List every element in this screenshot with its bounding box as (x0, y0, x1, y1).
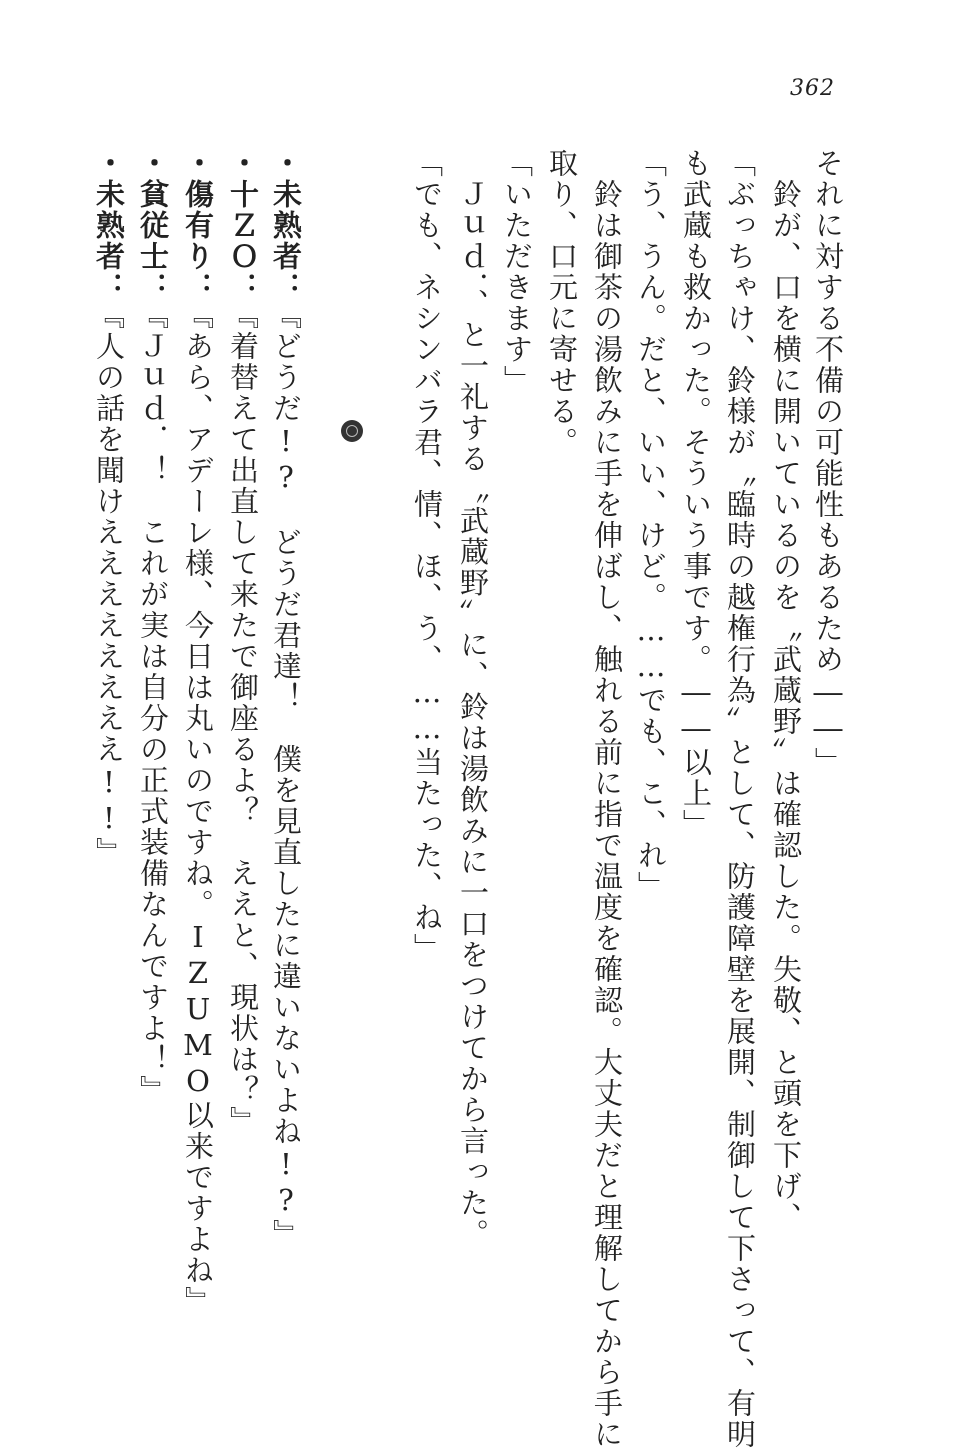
text-column: 「ぶっちゃけ、鈴様が〝臨時の越権行為〟として、防護障壁を展開、制御して下さって、有明 (723, 148, 757, 1450)
text-column: 「う、うん。だと、いい、けど。……でも、こ、れ」 (634, 148, 668, 902)
text-column: 鈴は御茶の湯飲みに手を伸ばし、触れる前に指で温度を確認。大丈夫だと理解してから手に (590, 148, 624, 1450)
text-column: 「でも、ネシンバラ君、情、ほ、う、……当たった、ね」 (410, 148, 444, 964)
chat-message: 『着替えて出直して来たで御座るよ？ ええと、現状は？』 (226, 300, 260, 1137)
page-number: 362 (790, 76, 835, 101)
chat-speaker: ・貧従士： (136, 148, 170, 303)
text-column: それに対する不備の可能性もあるため――」 (811, 148, 845, 778)
chat-message: 『どうだ!? どうだ君達！ 僕を見直したに違いないよね!?』 (269, 300, 303, 1250)
text-column: Ｊｕｄ．、と一礼する〝武蔵野〟に、鈴は湯飲みに一口をつけてから言った。 (456, 148, 490, 1250)
text-column: 「いただきます」 (500, 148, 534, 396)
text-column: 鈴が、口を横に開いているのを〝武蔵野〟は確認した。失敬、と頭を下げ、 (769, 148, 803, 1233)
chat-speaker: ・未熟者： (269, 148, 303, 303)
text-column: 取り、口元に寄せる。 (545, 148, 579, 458)
chat-message: 『Ｊｕｄ．！ これが実は自分の正式装備なんですよ！』 (136, 300, 170, 1106)
chat-speaker: ・十ＺＯ： (226, 148, 260, 303)
text-column: も武蔵も救かった。そういう事です。――以上」 (679, 148, 713, 840)
chat-message: 『人の話を聞けええええええええ!!』 (92, 300, 126, 868)
chat-message: 『あら、アデーレ様、今日は丸いのですね。IZUMO以来ですよね』 (181, 300, 215, 1317)
chat-speaker: ・未熟者： (92, 148, 126, 303)
chat-separator-icon (341, 420, 363, 442)
chat-speaker: ・傷有り： (181, 148, 215, 303)
